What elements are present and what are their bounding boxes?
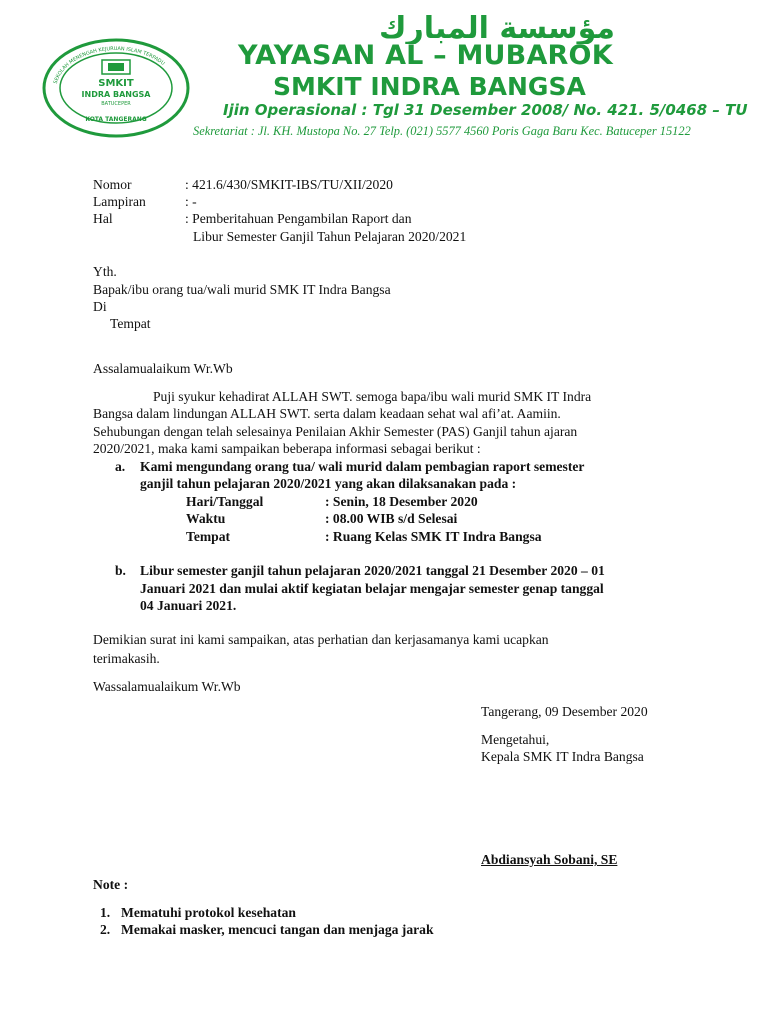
schedule-value: : Senin, 18 Desember 2020 bbox=[325, 494, 478, 509]
closing-line: terimakasih. bbox=[93, 651, 160, 666]
nomor-value: : 421.6/430/SMKIT-IBS/TU/XII/2020 bbox=[185, 177, 393, 192]
hal-label: Hal bbox=[93, 211, 113, 226]
logo-city: KOTA TANGERANG bbox=[85, 116, 147, 123]
secretariat-address: Sekretariat : Jl. KH. Mustopa No. 27 Telp. (021) 5577 4560 Poris Gaga Baru Kec. Batuceper 15122 bbox=[193, 124, 691, 138]
signatory-position: Kepala SMK IT Indra Bangsa bbox=[481, 749, 644, 764]
arabic-text: مؤسسة المبارك bbox=[379, 11, 615, 44]
item-a-line: Kami mengundang orang tua/ wali murid dalam pembagian raport semester bbox=[140, 459, 585, 474]
recipient-tempat: Tempat bbox=[110, 316, 151, 331]
arabic-calligraphy bbox=[284, 6, 710, 44]
closing-line: Demikian surat ini kami sampaikan, atas perhatian dan kerjasamanya kami ucapkan bbox=[93, 632, 549, 647]
note-item: Mematuhi protokol kesehatan bbox=[121, 905, 296, 920]
schedule-label: Hari/Tanggal bbox=[186, 494, 264, 509]
item-b-marker: b. bbox=[115, 563, 126, 578]
item-b-line: 04 Januari 2021. bbox=[140, 598, 237, 613]
paragraph-line: Puji syukur kehadirat ALLAH SWT. semoga bapa/ibu wali murid SMK IT Indra bbox=[153, 389, 592, 404]
nomor-label: Nomor bbox=[93, 177, 132, 192]
organization-name: YAYASAN AL – MUBAROK bbox=[238, 40, 613, 71]
lampiran-value: : - bbox=[185, 194, 197, 209]
note-item: Memakai masker, mencuci tangan dan menjaga jarak bbox=[121, 922, 434, 937]
logo-ring-text: SEKOLAH MENENGAH KEJURUAN ISLAM TERPADU bbox=[52, 45, 166, 85]
paragraph-line: 2020/2021, maka kami sampaikan beberapa informasi sebagai berikut : bbox=[93, 441, 481, 456]
logo-title-2: INDRA BANGSA bbox=[81, 90, 151, 99]
note-marker: 1. bbox=[100, 905, 111, 920]
place-date: Tangerang, 09 Desember 2020 bbox=[481, 704, 648, 719]
schedule-label: Waktu bbox=[186, 511, 226, 526]
acknowledge: Mengetahui, bbox=[481, 732, 550, 747]
schedule-value: : 08.00 WIB s/d Selesai bbox=[325, 511, 458, 526]
lampiran-label: Lampiran bbox=[93, 194, 146, 209]
operational-permit: Ijin Operasional : Tgl 31 Desember 2008/ No. 421. 5/0468 – TU bbox=[223, 101, 748, 119]
paragraph-line: Bangsa dalam lindungan ALLAH SWT. serta dalam keadaan sehat wal afi’at. Aamiin. bbox=[93, 406, 561, 421]
recipient-yth: Yth. bbox=[93, 264, 117, 279]
recipient-line: Bapak/ibu orang tua/wali murid SMK IT Indra Bangsa bbox=[93, 282, 391, 297]
schedule-label: Tempat bbox=[186, 529, 231, 544]
school-name: SMKIT INDRA BANGSA bbox=[273, 72, 586, 101]
note-marker: 2. bbox=[100, 922, 111, 937]
farewell: Wassalamualaikum Wr.Wb bbox=[93, 679, 241, 694]
logo-place: BATUCEPER bbox=[101, 101, 131, 107]
school-logo bbox=[42, 38, 190, 138]
item-a-marker: a. bbox=[115, 459, 126, 474]
item-a-line: ganjil tahun pelajaran 2020/2021 yang akan dilaksanakan pada : bbox=[140, 476, 517, 491]
hal-value-1: : Pemberitahuan Pengambilan Raport dan bbox=[185, 211, 412, 226]
logo-title-1: SMKIT bbox=[98, 78, 134, 89]
greeting: Assalamualaikum Wr.Wb bbox=[93, 361, 233, 376]
recipient-di: Di bbox=[93, 299, 107, 314]
note-title: Note : bbox=[93, 877, 129, 892]
schedule-value: : Ruang Kelas SMK IT Indra Bangsa bbox=[325, 529, 542, 544]
signatory-name: Abdiansyah Sobani, SE bbox=[481, 852, 618, 867]
paragraph-line: Sehubungan dengan telah selesainya Penilaian Akhir Semester (PAS) Ganjil tahun ajaran bbox=[93, 424, 578, 439]
item-b-line: Libur semester ganjil tahun pelajaran 2020/2021 tanggal 21 Desember 2020 – 01 bbox=[140, 563, 605, 578]
hal-value-2: Libur Semester Ganjil Tahun Pelajaran 2020/2021 bbox=[193, 229, 467, 244]
item-b-line: Januari 2021 dan mulai aktif kegiatan belajar mengajar semester genap tanggal bbox=[140, 581, 604, 596]
